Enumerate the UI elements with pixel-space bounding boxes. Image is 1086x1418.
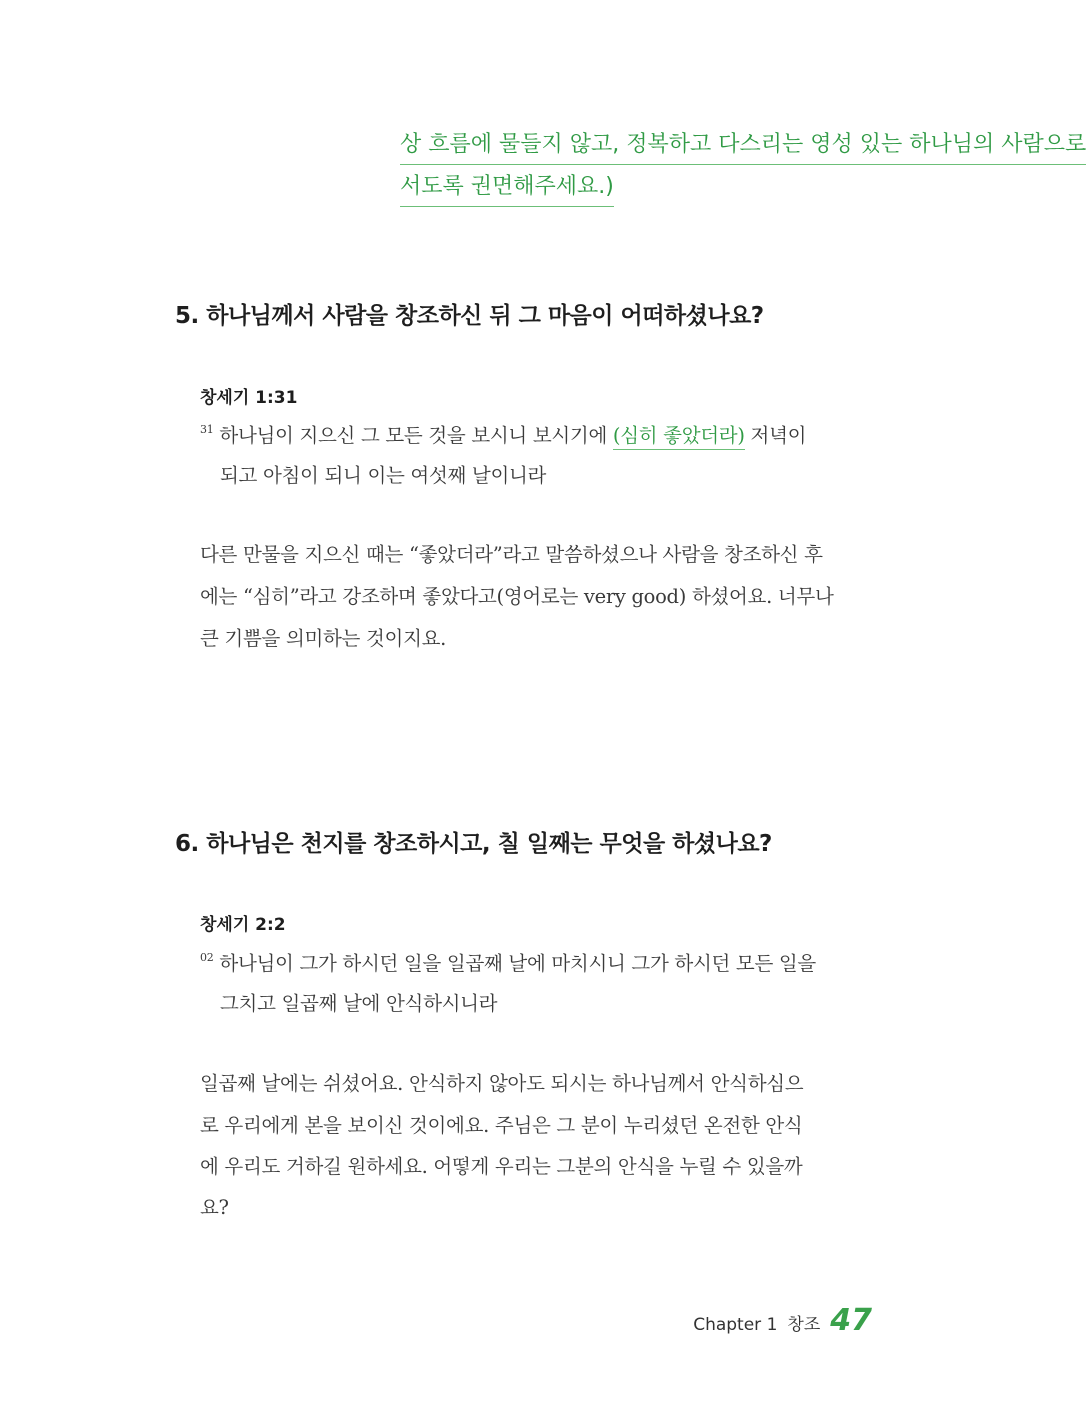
- chapter-label: Chapter 1: [693, 1315, 778, 1335]
- verse-6-line-2: 그치고 일곱째 날에 안식하시니라: [220, 992, 498, 1015]
- answer-5-line-2: 에는 “심히”라고 강조하며 좋았다고(영어로는 very good) 하셨어요. 너무나: [200, 585, 834, 608]
- answer-5-line-1: 다른 만물을 지으신 때는 “좋았더라”라고 말씀하셨으나 사람을 창조하신 후: [200, 543, 823, 566]
- page-number: 47: [830, 1303, 872, 1338]
- verse-number: 02: [200, 951, 214, 964]
- verse-text: 저녁이: [744, 424, 807, 447]
- answer-6-line-4: 요?: [200, 1196, 229, 1219]
- answer-6-line-1: 일곱째 날에는 쉬셨어요. 안식하지 않아도 되시는 하나님께서 안식하심으: [200, 1072, 804, 1095]
- verse-text: 하나님이 지으신 그 모든 것을 보시니 보시기에: [219, 424, 613, 447]
- question-5: 5. 하나님께서 사람을 창조하신 뒤 그 마음이 어떠하셨나요?: [175, 303, 764, 329]
- answer-6-line-2: 로 우리에게 본을 보이신 것이에요. 주님은 그 분이 누리셨던 온전한 안식: [200, 1114, 803, 1137]
- verse-reference-6: 창세기 2:2: [200, 915, 286, 935]
- note-line-2: 서도록 권면해주세요.): [400, 172, 614, 207]
- note-line-1: 상 흐름에 물들지 않고, 정복하고 다스리는 영성 있는 하나님의 사람으로: [400, 130, 1086, 165]
- page-footer: [693, 1303, 872, 1338]
- verse-6-line-1: [200, 948, 816, 976]
- highlighted-phrase: (심히 좋았더라): [613, 424, 745, 450]
- verse-5-line-2: 되고 아침이 되니 이는 여섯째 날이니라: [220, 464, 547, 487]
- verse-number: 31: [200, 423, 214, 436]
- chapter-title: 창조: [787, 1315, 821, 1335]
- answer-6-line-3: 에 우리도 거하길 원하세요. 어떻게 우리는 그분의 안식을 누릴 수 있을까: [200, 1155, 803, 1178]
- question-6: 6. 하나님은 천지를 창조하시고, 칠 일째는 무엇을 하셨나요?: [175, 831, 772, 857]
- verse-reference-5: 창세기 1:31: [200, 388, 298, 408]
- verse-5-line-1: [200, 420, 806, 448]
- answer-5-line-3: 큰 기쁨을 의미하는 것이지요.: [200, 627, 447, 650]
- verse-text: 하나님이 그가 하시던 일을 일곱째 날에 마치시니 그가 하시던 모든 일을: [219, 952, 816, 975]
